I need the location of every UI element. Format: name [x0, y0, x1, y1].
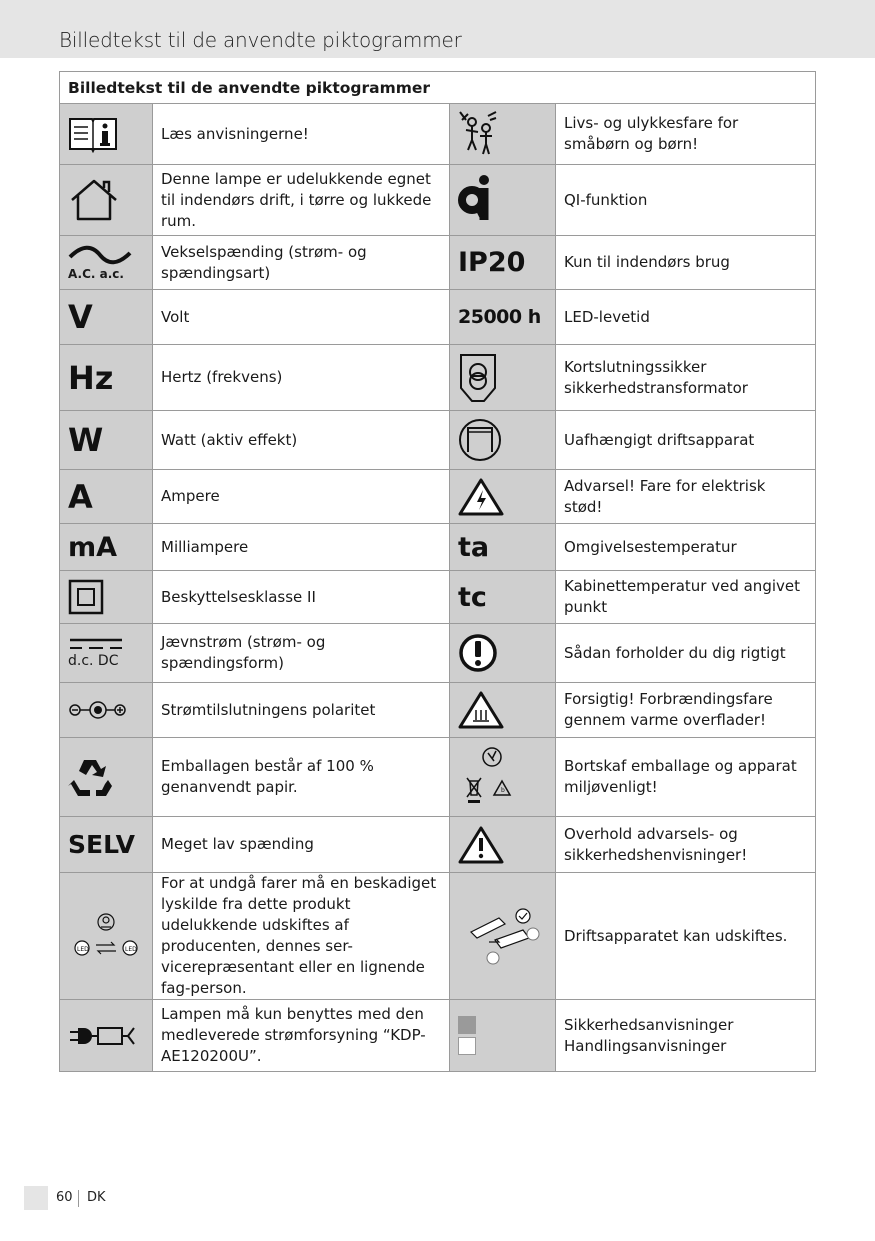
- row-5-right-text: Kortslutningssikker sikkerhedstransformator: [556, 345, 816, 411]
- table-row: [60, 1000, 816, 1072]
- table-row: [60, 683, 816, 738]
- alternating-current-icon: [60, 236, 153, 290]
- table-row: [60, 345, 816, 411]
- row-11-left-text: Strømtilslutningens polaritet: [153, 683, 450, 738]
- table-row: [60, 411, 816, 470]
- table-row: [60, 236, 816, 290]
- table-row: [60, 470, 816, 524]
- pictogram-table: [59, 71, 816, 1072]
- row-9-left-text: Beskyttelsesklasse II: [153, 571, 450, 624]
- svg-text:b: b: [501, 787, 505, 794]
- row-11-right-text: Forsigtig! Forbrændingsfare gennem varme overflader!: [556, 683, 816, 738]
- table-row: [60, 165, 816, 236]
- row-10-right-text: Sådan forholder du dig rigtigt: [556, 624, 816, 683]
- table-row: [60, 873, 816, 1000]
- table-row: [60, 104, 816, 165]
- row-1-left-text: Læs anvisningerne!: [153, 104, 450, 165]
- row-13-right-text: Overhold advarsels- og sikkerhedshenvisninger!: [556, 817, 816, 873]
- power-supply-icon: [60, 1000, 153, 1072]
- case-temperature-icon: tc: [450, 571, 556, 624]
- hertz-icon: Hz: [60, 345, 153, 411]
- table-row: [60, 524, 816, 571]
- qi-icon: [450, 165, 556, 236]
- dc-label: d.c. DC: [68, 653, 119, 669]
- polarity-icon: [60, 683, 153, 738]
- dispose-environment-icon: [450, 738, 556, 817]
- row-3-right-text: Kun til indendørs brug: [556, 236, 816, 290]
- page-header-band: [0, 0, 875, 58]
- svg-text:LED: LED: [125, 946, 137, 953]
- row-14-left-text: For at undgå farer må en beskadiget lyskilde fra dette produkt udelukkende udskiftes af producenten, dennes ser-vicerepræsentant eller en lignende fag-person.: [153, 873, 450, 1000]
- short-circuit-transformer-icon: [450, 345, 556, 411]
- table-row: [60, 571, 816, 624]
- ampere-icon: A: [60, 470, 153, 524]
- table-title: Billedtekst til de anvendte piktogrammer: [60, 72, 816, 104]
- row-3-left-text: Vekselspænding (strøm- og spændingsart): [153, 236, 450, 290]
- row-7-right-text: Advarsel! Fare for elektrisk stød!: [556, 470, 816, 524]
- watt-icon: W: [60, 411, 153, 470]
- selv-icon: SELV: [60, 817, 153, 873]
- light-source-replace-icon: [60, 873, 153, 1000]
- row-7-left-text: Ampere: [153, 470, 450, 524]
- warning-icon: [450, 817, 556, 873]
- row-5-left-text: Hertz (frekvens): [153, 345, 450, 411]
- child-danger-icon: [450, 104, 556, 165]
- hot-surface-warning-icon: [450, 683, 556, 738]
- footer-marker: [24, 1186, 48, 1210]
- row-15-right-text: Sikkerhedsanvisninger Handlingsanvisninger: [556, 1000, 816, 1072]
- page-number: 60: [56, 1190, 73, 1205]
- row-13-left-text: Meget lav spænding: [153, 817, 450, 873]
- row-4-right-text: LED-levetid: [556, 290, 816, 345]
- row-8-left-text: Milliampere: [153, 524, 450, 571]
- row-14-right-text: Driftsapparatet kan udskiftes.: [556, 873, 816, 1000]
- attention-icon: [450, 624, 556, 683]
- row-2-right-text: QI-funktion: [556, 165, 816, 236]
- ambient-temperature-icon: ta: [450, 524, 556, 571]
- row-10-left-text: Jævnstrøm (strøm- og spændingsform): [153, 624, 450, 683]
- row-6-left-text: Watt (aktiv effekt): [153, 411, 450, 470]
- read-instructions-icon: [60, 104, 153, 165]
- svg-text:LED: LED: [77, 946, 89, 953]
- row-9-right-text: Kabinettemperatur ved angivet punkt: [556, 571, 816, 624]
- table-row: [60, 738, 816, 817]
- ac-label: A.C. a.c.: [68, 266, 124, 281]
- footer-divider: [78, 1190, 79, 1207]
- independent-gear-icon: [450, 411, 556, 470]
- swatch-icons: [450, 1000, 556, 1072]
- volt-icon: V: [60, 290, 153, 345]
- ip20-icon: IP20: [450, 236, 556, 290]
- milliampere-icon: mA: [60, 524, 153, 571]
- protection-class-ii-icon: [60, 571, 153, 624]
- table-title-row: [60, 72, 816, 104]
- row-4-left-text: Volt: [153, 290, 450, 345]
- table-row: [60, 817, 816, 873]
- table-row: [60, 290, 816, 345]
- language-code: DK: [87, 1190, 106, 1205]
- row-15-left-text: Lampen må kun benyttes med den medleverede strømforsyning “KDP-AE120200U”.: [153, 1000, 450, 1072]
- page-title: Billedtekst til de anvendte piktogrammer: [59, 28, 462, 52]
- recycling-icon: [60, 738, 153, 817]
- action-swatch-icon: [458, 1037, 476, 1055]
- row-6-right-text: Uafhængigt driftsapparat: [556, 411, 816, 470]
- electric-shock-warning-icon: [450, 470, 556, 524]
- row-12-left-text: Emballagen består af 100 % genanvendt papir.: [153, 738, 450, 817]
- safety-swatch-icon: [458, 1016, 476, 1034]
- led-lifetime-icon: 25000 h: [450, 290, 556, 345]
- row-1-right-text: Livs- og ulykkesfare for småbørn og børn!: [556, 104, 816, 165]
- table-row: [60, 624, 816, 683]
- row-2-left-text: Denne lampe er udelukkende egnet til indendørs drift, i tørre og lukkede rum.: [153, 165, 450, 236]
- direct-current-icon: [60, 624, 153, 683]
- indoor-house-icon: [60, 165, 153, 236]
- row-8-right-text: Omgivelsestemperatur: [556, 524, 816, 571]
- row-12-right-text: Bortskaf emballage og apparat miljøvenligt!: [556, 738, 816, 817]
- replaceable-gear-icon: [450, 873, 556, 1000]
